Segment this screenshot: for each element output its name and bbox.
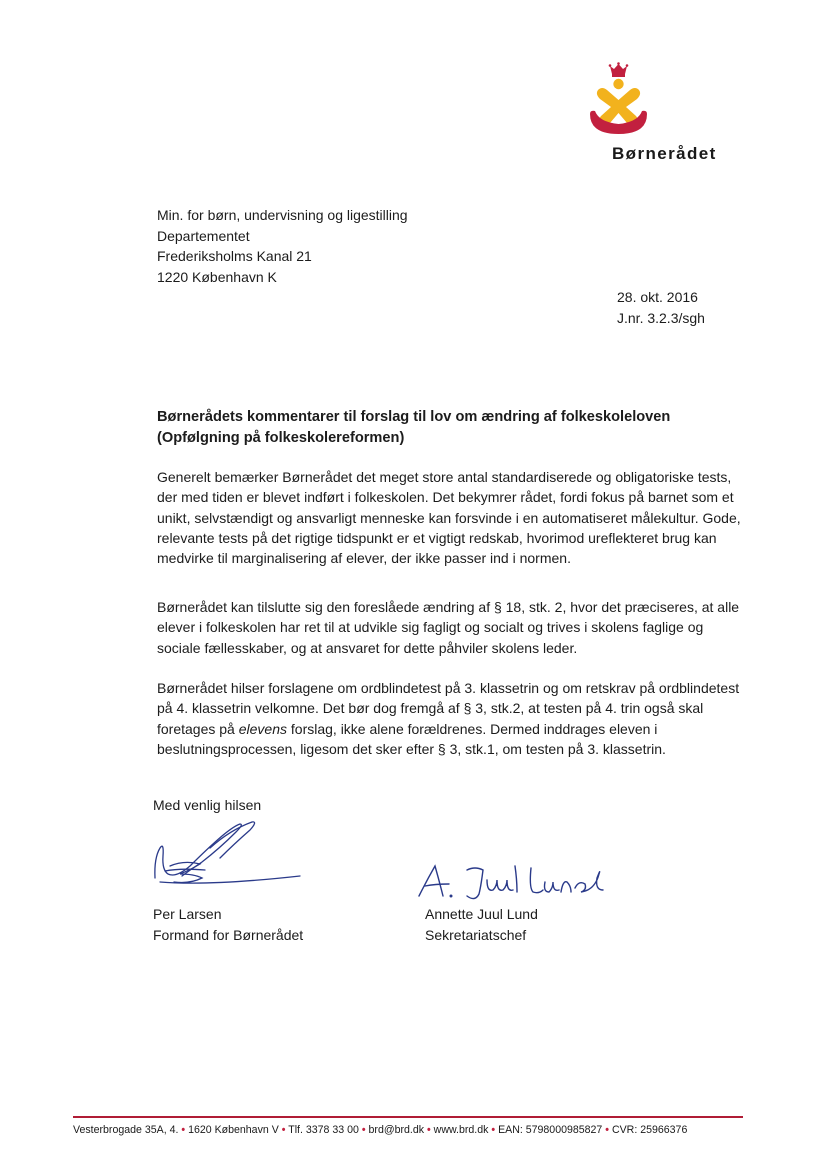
emphasized-word: elevens bbox=[238, 720, 287, 737]
text-run: forslag, ikke alene forældrenes. Dermed inddrages eleven i bbox=[287, 720, 658, 737]
recipient-line: Frederiksholms Kanal 21 bbox=[157, 248, 312, 264]
signer-name: Annette Juul Lund bbox=[425, 906, 538, 922]
paragraph-line: sociale fællesskaber, og at ansvaret for dette påhviler skolens leder. bbox=[157, 639, 578, 656]
logo-base-icon bbox=[590, 111, 647, 134]
signature-annette-juul-lund bbox=[415, 860, 615, 905]
body-paragraph-1 bbox=[157, 467, 757, 568]
closing-greeting: Med venlig hilsen bbox=[153, 797, 262, 813]
recipient-address bbox=[157, 205, 408, 287]
paragraph-line: der med tiden er blevet indført i folkeskolen. Det bekymrer rådet, fordi fokus på barnet som et bbox=[157, 489, 734, 506]
child-figure-icon bbox=[597, 79, 640, 126]
recipient-line: Min. for børn, undervisning og ligestilling bbox=[157, 207, 408, 223]
footer-email: brd@brd.dk bbox=[368, 1124, 425, 1136]
footer-contact bbox=[73, 1124, 743, 1136]
body-paragraph-2 bbox=[157, 597, 757, 658]
footer-ean: EAN: 5798000985827 bbox=[498, 1124, 603, 1136]
signer-left bbox=[153, 904, 303, 946]
crown-icon bbox=[609, 62, 629, 77]
recipient-line: 1220 København K bbox=[157, 268, 277, 285]
footer-divider bbox=[73, 1116, 743, 1118]
footer-web: www.brd.dk bbox=[433, 1124, 489, 1136]
footer-separator: • bbox=[491, 1124, 496, 1136]
paragraph-line: på 4. klassetrin velkomne. Det bør dog fremgå af § 3, stk.2, at testen på 4. trin også skal bbox=[157, 700, 704, 717]
footer-separator: • bbox=[181, 1124, 186, 1136]
text-run: foretages på bbox=[157, 720, 239, 737]
footer-separator: • bbox=[605, 1124, 609, 1136]
paragraph-line: Generelt bemærker Børnerådet det meget store antal standardiserede og obligatoriske tests, bbox=[157, 469, 732, 485]
paragraph-line: unikt, selvstændigt og ansvarligt menneske kan forsvinde i en automatiseret målekultur. Gode, bbox=[157, 509, 741, 526]
signature-per-larsen bbox=[150, 818, 310, 893]
paragraph-line: medvirke til marginalisering af elever, der ikke passer ind i normen. bbox=[157, 550, 571, 567]
footer-separator: • bbox=[361, 1124, 366, 1136]
letter-date: 28. okt. 2016 bbox=[617, 289, 698, 305]
footer-cvr: CVR: 25966376 bbox=[611, 1124, 688, 1136]
footer-separator: • bbox=[427, 1124, 431, 1136]
signer-title: Sekretariatschef bbox=[425, 927, 527, 943]
paragraph-line: Børnerådet hilser forslagene om ordblindetest på 3. klassetrin og om retskrav på ordblindetest bbox=[157, 680, 740, 696]
footer-city: 1620 København V bbox=[188, 1124, 279, 1136]
footer-separator: • bbox=[281, 1124, 286, 1136]
letter-subject bbox=[157, 407, 670, 449]
signer-title: Formand for Børnerådet bbox=[153, 927, 304, 943]
paragraph-line bbox=[157, 719, 757, 739]
borneraadet-logo-icon bbox=[582, 62, 654, 136]
footer-address: Vesterbrogade 35A, 4. bbox=[73, 1124, 179, 1136]
subject-line: Børnerådets kommentarer til forslag til lov om ændring af folkeskoleloven bbox=[157, 409, 671, 425]
logo-wordmark: Børnerådet bbox=[612, 144, 717, 163]
letter-meta bbox=[617, 287, 705, 328]
paragraph-line: Børnerådet kan tilslutte sig den foreslåede ændring af § 18, stk. 2, hvor det præciseres, at alle bbox=[157, 599, 740, 615]
subject-line: (Opfølgning på folkeskolereformen) bbox=[157, 430, 405, 446]
body-paragraph-3 bbox=[157, 678, 757, 759]
paragraph-line: elever i folkeskolen har ret til at udvikle sig fagligt og socialt og trives i skolens faglige og bbox=[157, 619, 704, 636]
signer-name: Per Larsen bbox=[153, 906, 222, 922]
footer-phone: Tlf. 3378 33 00 bbox=[288, 1124, 359, 1136]
signer-right bbox=[425, 904, 538, 946]
journal-number: J.nr. 3.2.3/sgh bbox=[617, 309, 705, 326]
recipient-line: Departementet bbox=[157, 227, 250, 244]
paragraph-line: relevante tests på det rigtige tidspunkt er et vigtigt redskab, hvorimod ureflekteret brug kan bbox=[157, 529, 717, 546]
paragraph-line: beslutningsprocessen, ligesom det sker efter § 3, stk.1, om testen på 3. klassetrin. bbox=[157, 740, 666, 757]
